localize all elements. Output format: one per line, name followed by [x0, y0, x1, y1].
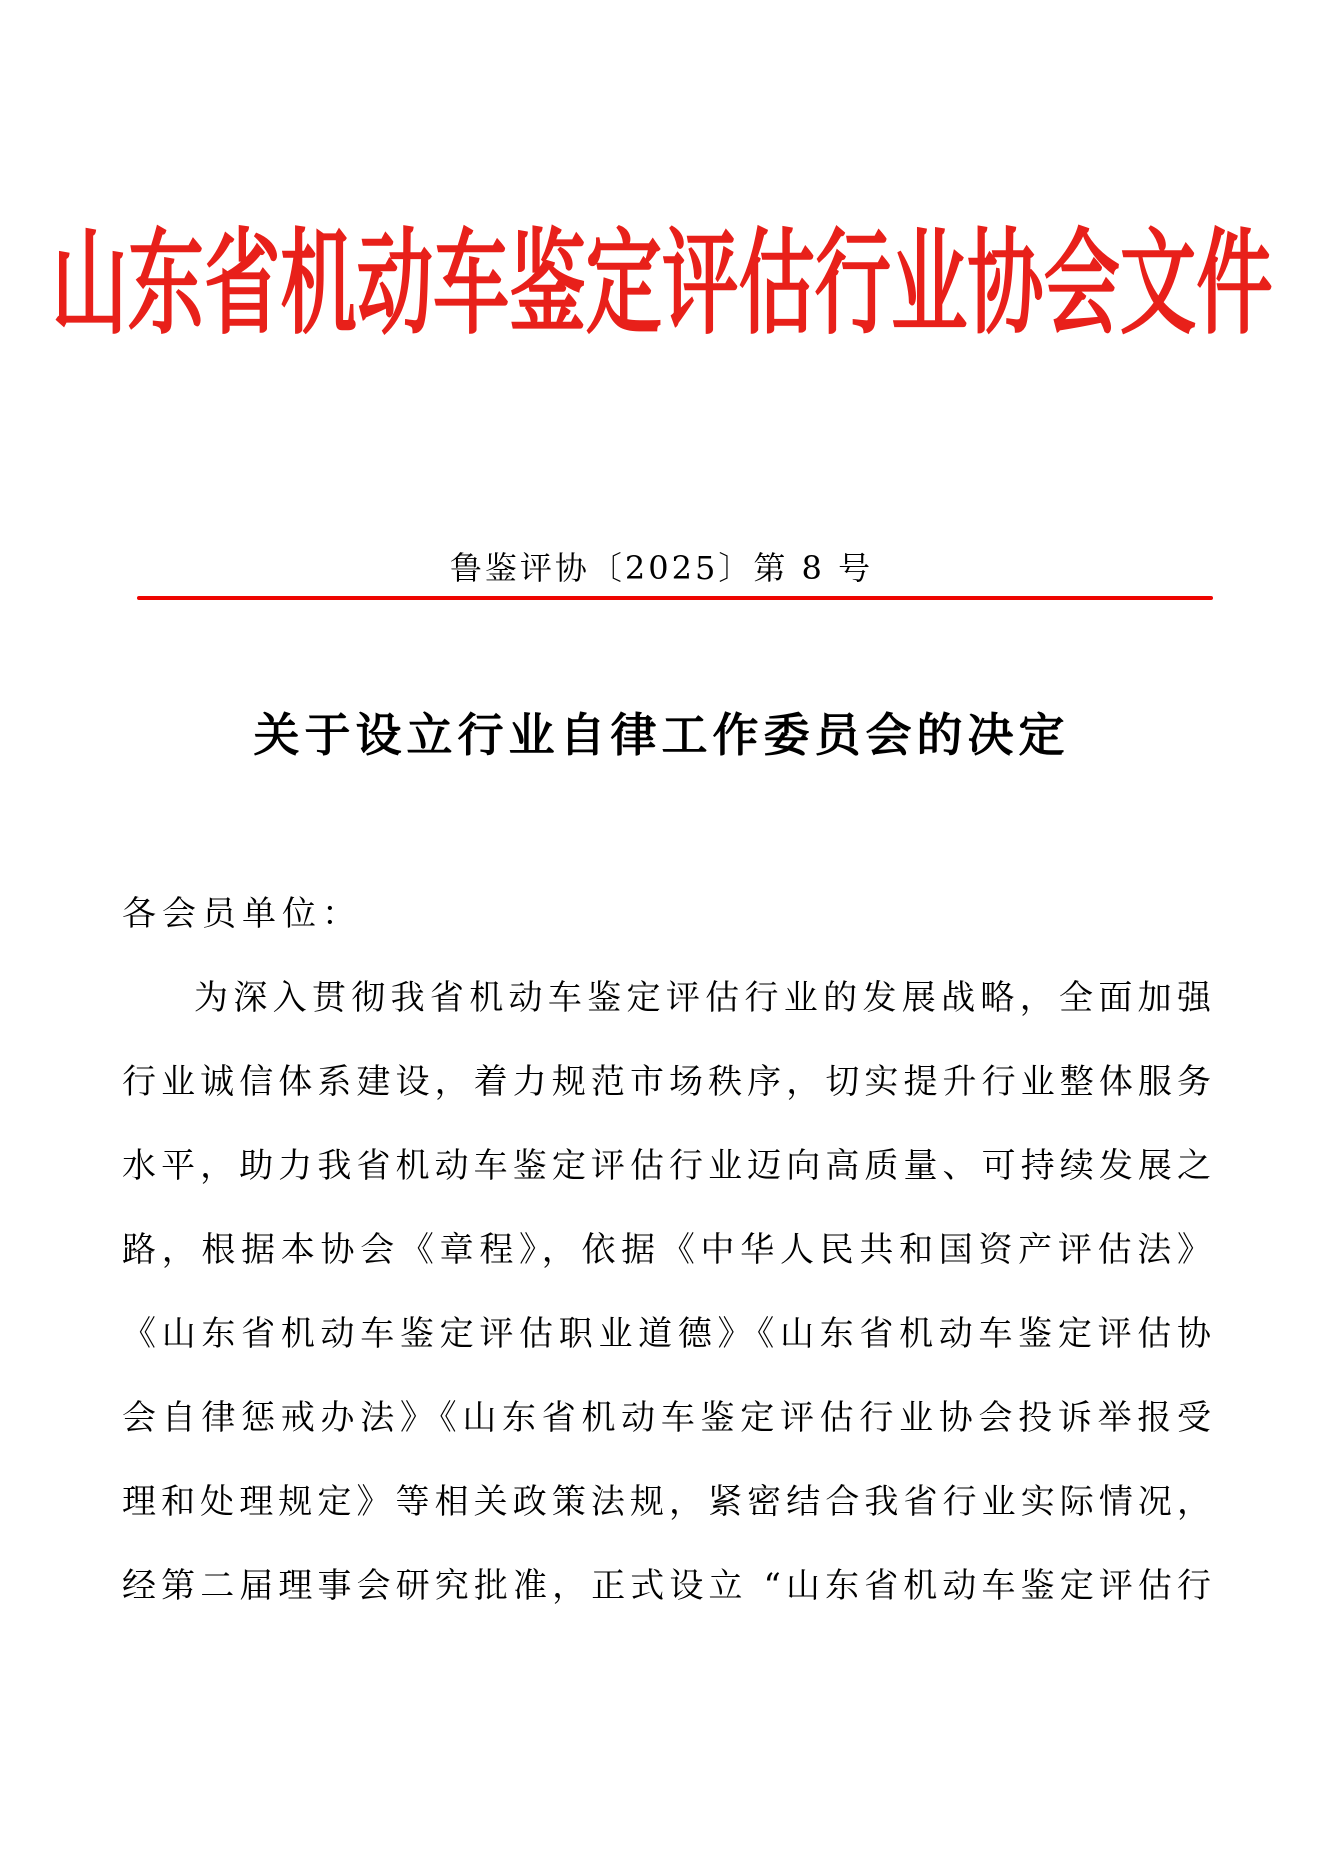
body-line: 《山东省机动车鉴定评估职业道德》《山东省机动车鉴定评估协 — [122, 1314, 1211, 1354]
document-number: 鲁鉴评协〔2025〕第 8 号 — [449, 549, 874, 587]
body-line: 经第二届理事会研究批准，正式设立 “山东省机动车鉴定评估行 — [122, 1566, 1211, 1606]
body-line: 行业诚信体系建设，着力规范市场秩序，切实提升行业整体服务 — [122, 1062, 1211, 1102]
body-line: 会自律惩戒办法》《山东省机动车鉴定评估行业协会投诉举报受 — [122, 1398, 1211, 1438]
body-line: 理和处理规定》等相关政策法规，紧密结合我省行业实际情况， — [122, 1482, 1211, 1522]
body-line: 路，根据本协会《章程》，依据《中华人民共和国资产评估法》 — [122, 1230, 1211, 1270]
body-line: 水平，助力我省机动车鉴定评估行业迈向高质量、可持续发展之 — [122, 1146, 1211, 1186]
red-divider-line — [137, 596, 1213, 600]
document-title: 关于设立行业自律工作委员会的决定 — [253, 708, 1070, 762]
body-line: 为深入贯彻我省机动车鉴定评估行业的发展战略，全面加强 — [194, 978, 1211, 1018]
document-banner — [0, 214, 1323, 350]
salutation: 各会员单位： — [122, 894, 362, 934]
document-body — [122, 872, 1211, 1628]
banner-title: 山东省机动车鉴定评估行业协会文件 — [50, 214, 1273, 350]
